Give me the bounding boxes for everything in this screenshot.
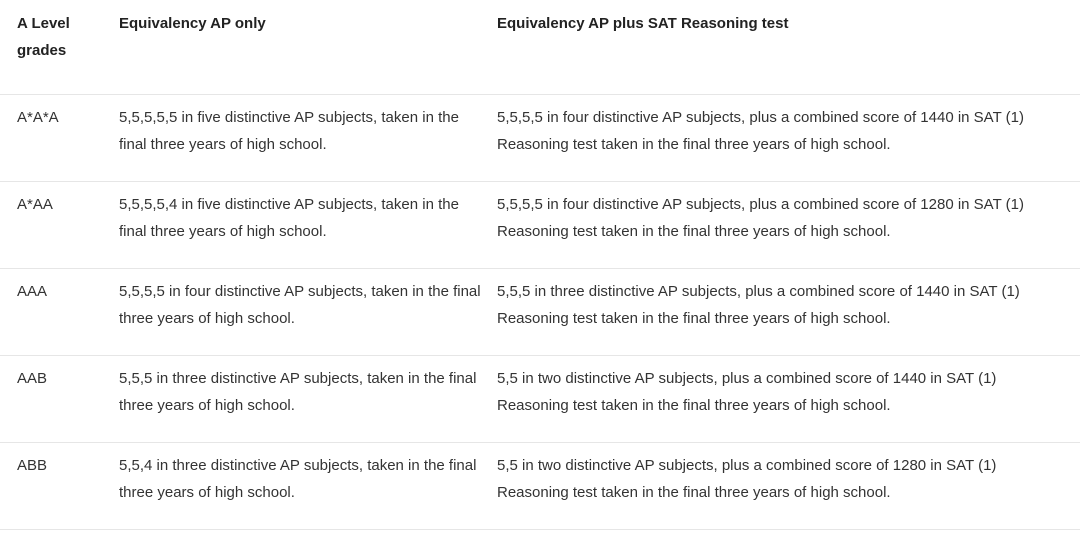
table-row — [0, 268, 1080, 355]
ap-only-cell: 5,5,5,5 in four distinctive AP subjects, taken in the final three years of high school. — [119, 283, 481, 327]
grades-cell: AAA — [17, 283, 48, 300]
ap-only-cell: 5,5,5,5,5 in five distinctive AP subjects, taken in the final three years of high school. — [119, 109, 459, 153]
ap-sat-cell: 5,5,5,5 in four distinctive AP subjects, plus a combined score of 1280 in SAT (1) Reasoning test taken in the final three years of high school. — [497, 196, 1024, 240]
header-equivalency-ap-plus-sat: Equivalency AP plus SAT Reasoning test — [497, 15, 789, 32]
header-a-level-grades: A Level grades — [17, 15, 70, 59]
table-header-row — [0, 0, 1080, 94]
ap-only-cell: 5,5,4 in three distinctive AP subjects, taken in the final three years of high school. — [119, 457, 477, 501]
grades-cell: ABB — [17, 457, 48, 474]
ap-sat-cell: 5,5,5,5 in four distinctive AP subjects, plus a combined score of 1440 in SAT (1) Reasoning test taken in the final three years of high school. — [497, 109, 1024, 153]
table-row — [0, 94, 1080, 181]
grades-cell: A*AA — [17, 196, 53, 213]
ap-only-cell: 5,5,5,5,4 in five distinctive AP subjects, taken in the final three years of high school. — [119, 196, 459, 240]
table-row — [0, 181, 1080, 268]
ap-sat-cell: 5,5 in two distinctive AP subjects, plus a combined score of 1280 in SAT (1) Reasoning test taken in the final three years of high school. — [497, 457, 997, 501]
grades-cell: A*A*A — [17, 109, 59, 126]
table-row — [0, 355, 1080, 442]
header-equivalency-ap-only: Equivalency AP only — [119, 15, 266, 32]
table-row — [0, 442, 1080, 530]
ap-only-cell: 5,5,5 in three distinctive AP subjects, taken in the final three years of high school. — [119, 370, 477, 414]
grades-cell: AAB — [17, 370, 48, 387]
ap-sat-cell: 5,5,5 in three distinctive AP subjects, plus a combined score of 1440 in SAT (1) Reasoning test taken in the final three years of high school. — [497, 283, 1020, 327]
ap-sat-cell: 5,5 in two distinctive AP subjects, plus a combined score of 1440 in SAT (1) Reasoning test taken in the final three years of high school. — [497, 370, 997, 414]
